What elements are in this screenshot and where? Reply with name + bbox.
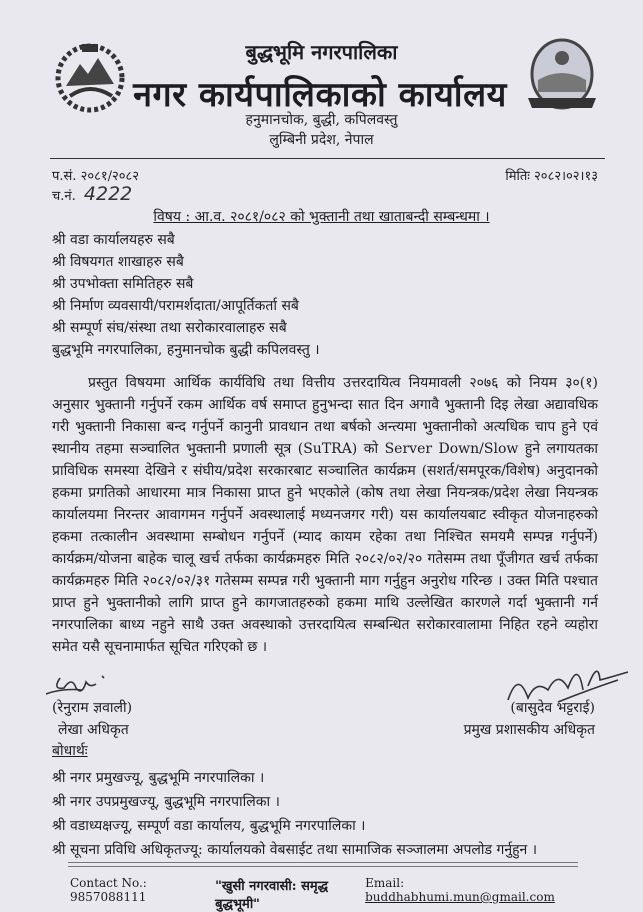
signatory-accounts-officer xyxy=(52,697,132,741)
municipality-name: बुद्धभूमि नगरपालिका xyxy=(245,40,398,64)
subject-line: विषय : आ.व. २०८१/०८२ को भुक्तानी तथा खाताबन्दी सम्बन्धमा । xyxy=(153,209,490,225)
cc-list xyxy=(52,766,537,862)
addressee: श्री विषयगत शाखाहरु सबै xyxy=(52,254,184,270)
office-title: नगर कार्यपालिकाको कार्यालय xyxy=(133,75,507,115)
addressee: बुद्धभूमि नगरपालिका, हनुमानचोक बुद्धी कपिलवस्तु । xyxy=(52,342,320,358)
email xyxy=(365,876,580,912)
addressee: श्री सम्पूर्ण संघ/संस्था तथा सरोकारवालाहरु सबै xyxy=(52,320,287,336)
reference-number: प.सं. २०८१/२०८२ xyxy=(52,169,140,184)
cc-item: श्री नगर प्रमुखज्यू, बुद्धभूमि नगरपालिका । xyxy=(52,770,265,786)
addressee: श्री उपभोक्ता समितिहरु सबै xyxy=(52,276,194,292)
signatory-title: प्रमुख प्रशासकीय अधिकृत xyxy=(463,722,595,738)
office-address: हनुमानचोक, बुद्धी, कपिलवस्तु xyxy=(245,112,398,128)
letter-date: मितिः २०८२।०२।१३ xyxy=(505,169,598,184)
dispatch-value: 4222 xyxy=(83,183,133,205)
slogan: "खुसी नगरवासी: समृद्ध बुद्धभूमी" xyxy=(215,879,329,912)
addressee: श्री निर्माण व्यवसायी/परामर्शदाता/आपूर्तिकर्ता सबै xyxy=(52,298,299,314)
header-divider xyxy=(50,158,605,159)
email-link[interactable]: buddhabhumi.mun@gmail.com xyxy=(365,890,555,904)
footer xyxy=(70,876,580,912)
footer-divider xyxy=(68,862,578,867)
contact-number: Contact No.: 9857088111 xyxy=(70,876,147,904)
body-paragraph: प्रस्तुत विषयमा आर्थिक कार्यविधि तथा वित्तीय उत्तरदायित्व नियमावली २०७६ को नियम ३०(१) अनुसार भुक्तानी गर्नुपर्ने रकम आर्थिक वर्ष समाप्त हुनुभन्दा सात दिन अगावै भुक्तानी दिइ लेखा अद्यावधिक गरी भुक्तानी निकासा बन्द गर्नुपर्ने कानुनी प्रावधान तथा बर्षको अन्त्यमा भुक्तानीको अत्यधिक चाप हुने एवं स्थानीय तहमा सञ्चालित भुक्तानी प्रणाली सूत्र (SuTRA) को Server Down/Slow हुने लगायतका प्राविधिक समस्या देखिने र संघीय/प्रदेश सरकारबाट सञ्चालित कार्यक्रम (सशर्त/समपूरक/विशेष) अनुदानको हकमा प्रगतिको आधारमा मात्र निकासा प्राप्त हुने भएकोले (कोष तथा लेखा नियन्त्रक/प्रदेश लेखा नियन्त्रक कार्यालयमा निरन्तर आवागमन गर्नुपर्ने अवस्थालाई मध्यनजगर गरी) यस कार्यालयबाट स्वीकृत योजनाहरुको हकमा तत्कालीन अवस्थामा सम्बोधन गर्नुपर्ने (म्याद कायम रहेका तथा निश्चित समयमै सम्पन्न गर्नुपर्ने) कार्यक्रम/योजना बाहेक चालू खर्च तर्फका कार्यक्रमहरु मिति २०८२/०२/२० गतेसम्म तथा पूँजीगत खर्च तर्फका कार्यक्रमहरु मिति २०८२/०२/३१ गतेसम्म सम्पन्न गरी भुक्तानी माग गर्नुहुन अनुरोध गरिन्छ । उक्त मिति पश्चात प्राप्त हुने भुक्तानीको लागि प्राप्त हुने कागजातहरुको हकमा माथि उल्लेखित कारणले गर्दा भुक्तानी गर्न नगरपालिका बाध्य नहुने साथै उक्त अवस्थाको उत्तरदायित्व सम्बन्धित सरोकारवालामा निहित रहने व्यहोरा समेत यसै सूचनामार्फत सूचित गरिएको छ । xyxy=(52,375,598,655)
cc-item: श्री सूचना प्रविधि अधिकृतज्यू: कार्यालयको वेबसाईट तथा सामाजिक सञ्जालमा अपलोड गर्नुहुन । xyxy=(52,842,538,858)
cc-item: श्री वडाध्यक्षज्यू, सम्पूर्ण वडा कार्यालय, बुद्धभूमि नगरपालिका । xyxy=(52,818,366,834)
cc-item: श्री नगर उपप्रमुखज्यू, बुद्धभूमि नगरपालिका । xyxy=(52,794,280,810)
municipality-logo xyxy=(522,36,602,118)
cc-label: बोधार्थः xyxy=(52,743,88,759)
signatory-chief-administrative-officer xyxy=(464,697,595,741)
email-label: Email: xyxy=(365,876,405,890)
signatory-name: (बासुदेव भट्टराई) xyxy=(510,700,595,716)
addressee-list xyxy=(52,229,320,361)
signatory-title: लेखा अधिकृत xyxy=(58,722,129,738)
dispatch-number xyxy=(52,183,132,205)
dispatch-label: च.नं. xyxy=(52,189,76,204)
office-province: लुम्बिनी प्रदेश, नेपाल xyxy=(269,132,374,148)
addressee: श्री वडा कार्यालयहरु सबै xyxy=(52,232,175,248)
signatory-name: (रेनुराम ज्ञवाली) xyxy=(52,700,133,716)
